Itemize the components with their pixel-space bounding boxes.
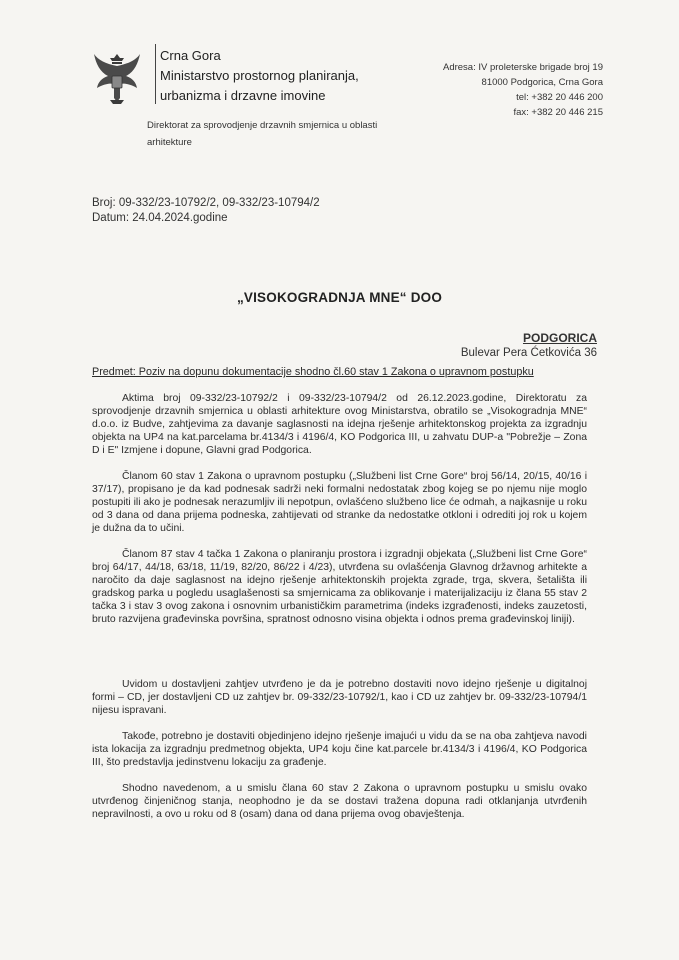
paragraph-1: Aktima broj 09-332/23-10792/2 i 09-332/23-10794/2 od 26.12.2023.godine, Direktoratu za sprovodjenje drzavnih smjernica u oblasti arhitekture ovog Ministarstva, obratilo se „Visokogradnja MNE“ d.o.o. iz Budve, zahtjevima za davanje saglasnosti na idejna rješenje arhitektonskog projekta za izgradnju objekta na UP4 na kat.parcelama br.4134/3 i 4196/4, KO Podgorica III, u zahvatu DUP-a "Pobrežje – Zona D i E" Izmjene i dopune, Glavni grad Podgorica. xyxy=(92,393,587,456)
body-paragraph xyxy=(92,782,587,821)
contact-address xyxy=(443,60,603,120)
phone-line: tel: +382 20 446 200 xyxy=(516,92,603,103)
document-date: Datum: 24.04.2024.godine xyxy=(92,212,228,224)
directorate-name: Direktorat za sprovodjenje drzavnih smjernica u oblasti arhitekture xyxy=(147,120,378,148)
body-paragraph xyxy=(92,730,587,769)
recipient-address xyxy=(461,331,597,361)
paragraph-2: Članom 60 stav 1 Zakona o upravnom postupku („Službeni list Crne Gore“ broj 56/14, 20/15, 40/16 i 37/17), propisano je da kad podnesak sadrži neki formalni nedostatak zbog kojeg se po njemu nije moglo postupiti ili ako je podnesak nerazumljiv ili nepotpun, ovlašćeno službeno lice će odmah, a najkasnije u roku od 3 dana od dana prijema podneska, zahtijevati od stranke da nedostatke otkloni i odrediti joj rok u kojem je dužna da to učini. xyxy=(92,471,588,534)
ministry-name xyxy=(160,46,359,106)
paragraph-6: Shodno navedenom, a u smislu člana 60 stav 2 Zakona o upravnom postupku u smislu ovako utvrđenog činjeničnog stanja, neophodno je da se dostavi tražena dopuna radi otklanjanja utvrđenih nepravilnosti, a ovo u roku od 8 (osam) dana od dana prijema ovog obavještenja. xyxy=(92,783,587,820)
postal-line: 81000 Podgorica, Crna Gora xyxy=(481,77,603,88)
reference-number: Broj: 09-332/23-10792/2, 09-332/23-10794/2 xyxy=(92,197,320,209)
recipient-city: PODGORICA xyxy=(522,331,597,345)
body-paragraph xyxy=(92,678,587,717)
subject-line: Predmet: Poziv na dopunu dokumentacije shodno čl.60 stav 1 Zakona o upravnom postupku xyxy=(92,366,534,378)
recipient-name: „VISOKOGRADNJA MNE“ DOO xyxy=(236,290,443,305)
country-name: Crna Gora xyxy=(160,48,221,63)
reference-block xyxy=(92,196,320,226)
address-line: Adresa: IV proleterske brigade broj 19 xyxy=(442,62,603,73)
ministry-line-2: urbanizma i drzavne imovine xyxy=(160,88,326,103)
body-paragraph xyxy=(92,548,587,626)
paragraph-3: Članom 87 stav 4 tačka 1 Zakona o planiranju prostora i izgradnji objekata („Službeni list Crne Gore“ broj 64/17, 44/18, 63/18, 11/19, 82/20, 86/22 i 4/23), utvrđena su ovlašćenja Glavnog državnog arhitekte a naročito da daje saglasnost na idejno rješenje arhitektonskih projekta zgrade, trga, skvera, šetališta ili gradskog parka u pogledu usaglašenosti sa smjernicama za oblikovanje i materijalizaciju iz člana 55 stav 2 tačka 3 i stav 3 ovog zakona i osnovnim urbanističkim parametrima (indeks izgrađenosti, indeks zauzetosti, bruto razvijena građevinska površina, spratnost odnosno visina objekta i odnos prema građevinskoj liniji). xyxy=(92,549,587,625)
body-paragraph xyxy=(92,470,587,535)
paragraph-5: Takođe, potrebno je dostaviti objedinjeno idejno rješenje imajući u vidu da se na oba zahtjeva navodi ista lokacija za izgradnju predmetnog objekta, UP4 koju čine kat.parcele br.4134/3 i 4196/4, KO Podgorica III, što predstavlja jedinstvenu lokaciju za građenje. xyxy=(92,731,587,768)
fax-line: fax: +382 20 446 215 xyxy=(513,107,603,118)
coat-of-arms-icon xyxy=(92,50,142,106)
ministry-line-1: Ministarstvo prostornog planiranja, xyxy=(160,68,359,83)
body-paragraph xyxy=(92,392,587,457)
paragraph-4: Uvidom u dostavljeni zahtjev utvrđeno je da je potrebno dostaviti novo idejno rješenje u digitalnoj formi – CD, jer dostavljeni CD uz zahtjev br. 09-332/23-10792/1, kao i CD uz zahtjev br. 09-332/23-10794/1 nijesu ispravani. xyxy=(92,679,587,716)
recipient-street: Bulevar Pera Ćetkovića 36 xyxy=(460,347,597,359)
header-divider xyxy=(155,44,156,104)
